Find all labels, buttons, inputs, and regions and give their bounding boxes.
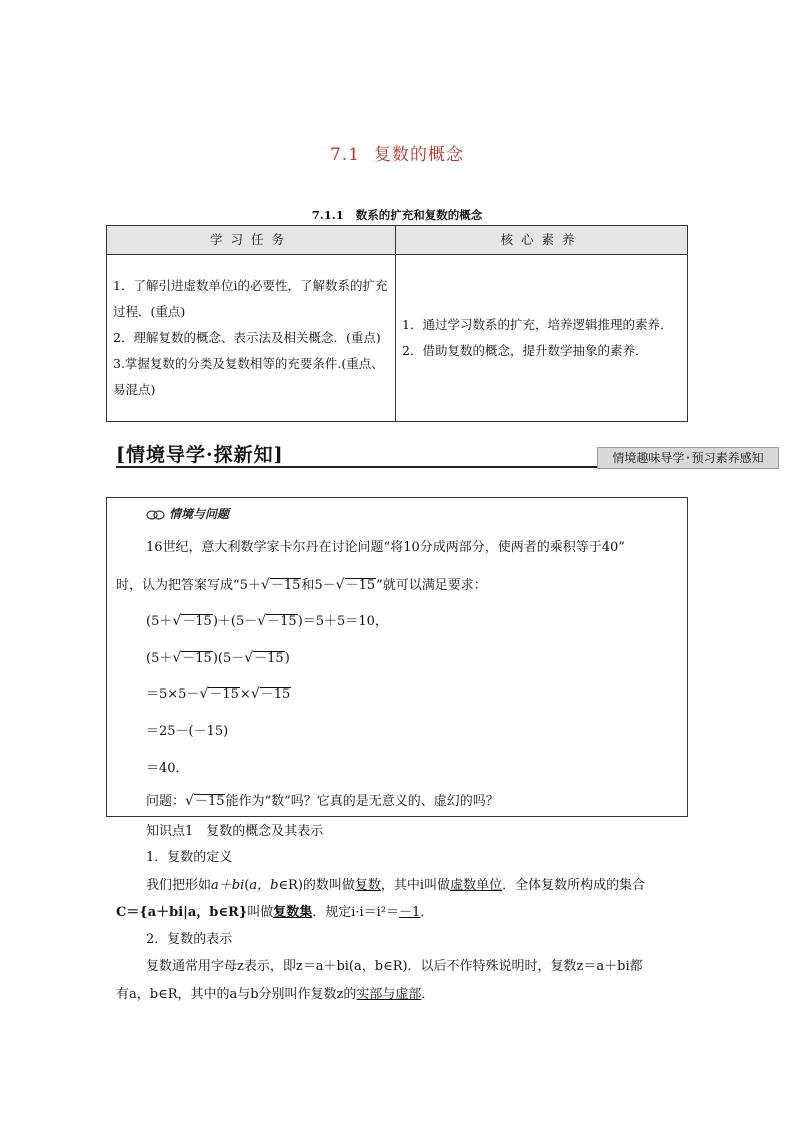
- task-item: 2．理解复数的概念、表示法及相关概念．(重点): [113, 330, 381, 345]
- situation-question: 问题：√－15能作为“数”吗？它真的是无意义的、虚幻的吗？: [146, 793, 499, 809]
- knowledge-point-title: 知识点1 复数的概念及其表示: [146, 824, 324, 839]
- definition-line: C＝{a＋bi|a，b∈R}叫做复数集．规定i·i＝i²＝－1．: [116, 905, 434, 920]
- task-item: 1．了解引进虚数单位i的必要性，了解数系的扩充过程．(重点): [113, 278, 388, 319]
- situation-heading: 情境与问题: [146, 505, 229, 522]
- core-literacy-cell: [396, 255, 688, 422]
- representation-line: 有a，b∈R，其中的a与b分别叫作复数z的实部与虚部．: [116, 987, 435, 1002]
- equation-line: (5＋√－15)(5－√－15): [146, 650, 290, 666]
- page-title: 7.1 复数的概念: [329, 145, 465, 165]
- situation-paragraph: 时，认为把答案写成“5＋√－15和5－√－15”就可以满足要求：: [116, 577, 487, 593]
- task-table: [106, 225, 688, 422]
- representation-title: 2．复数的表示: [146, 932, 233, 947]
- section-heading: [情境导学·探新知]: [116, 444, 284, 466]
- header-core-literacy: 核心素养: [396, 226, 688, 255]
- subsection-title: 7.1.1 数系的扩充和复数的概念: [311, 208, 483, 222]
- equation-line: ＝5×5－√－15×√－15: [146, 686, 291, 702]
- literacy-item: 2．借助复数的概念，提升数学抽象的素养．: [402, 343, 648, 358]
- task-item: 3.掌握复数的分类及复数相等的充要条件.(重点、易混点): [113, 356, 384, 397]
- header-learning-tasks: 学习任务: [107, 226, 396, 255]
- situation-icon: [146, 509, 166, 521]
- literacy-item: 1．通过学习数系的扩充，培养逻辑推理的素养．: [402, 317, 673, 332]
- definition-line: 我们把形如a＋bi(a，b∈R)的数叫做复数，其中i叫做虚数单位．全体复数所构成的集合: [146, 878, 646, 893]
- equation-line: ＝25－(－15): [146, 724, 229, 739]
- equation-line: ＝40．: [146, 761, 189, 776]
- situation-paragraph: 16世纪，意大利数学家卡尔丹在讨论问题“将10分成两部分，使两者的乘积等于40”: [146, 540, 625, 555]
- representation-line: 复数通常用字母z表示，即z＝a＋bi(a，b∈R)．以后不作特殊说明时，复数z＝a＋bi都: [146, 959, 643, 974]
- definition-title: 1．复数的定义: [146, 850, 233, 865]
- equation-line: (5＋√－15)＋(5－√－15)＝5＋5＝10，: [146, 613, 388, 629]
- section-tag: 情境趣味导学·预习素养感知: [597, 447, 779, 469]
- learning-tasks-cell: [107, 255, 396, 422]
